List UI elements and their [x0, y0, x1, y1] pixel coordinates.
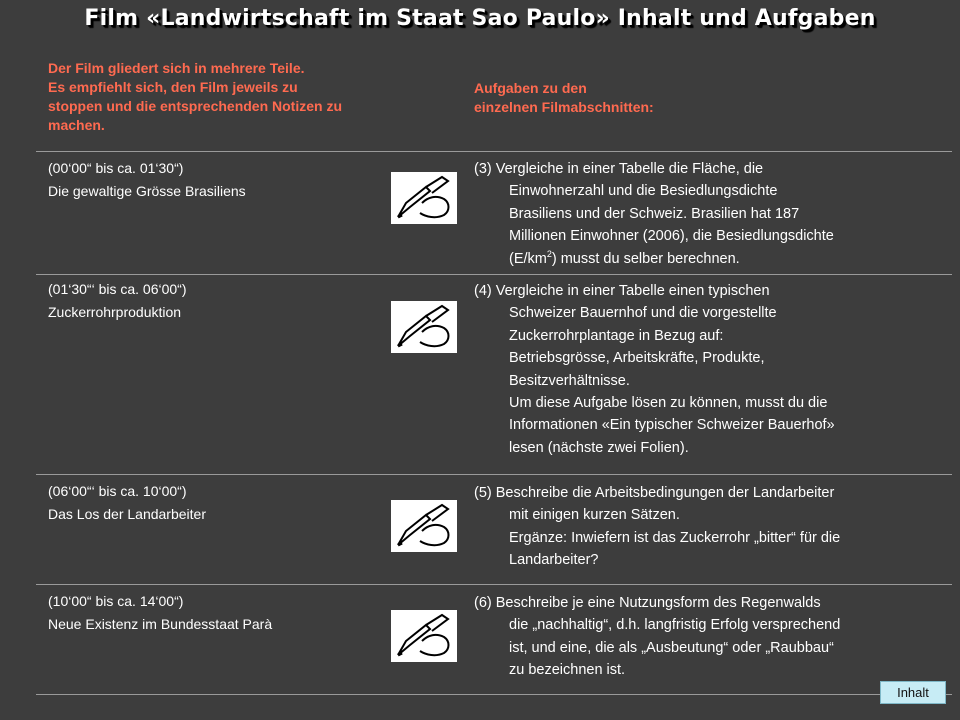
- divider: [36, 474, 952, 475]
- intro-line: stoppen und die entsprechenden Notizen zu: [48, 98, 343, 114]
- task-line: Informationen «Ein typischer Schweizer Bauerhof»: [509, 417, 835, 434]
- writing-hand-icon: [391, 301, 457, 353]
- section-4-task: [474, 592, 944, 682]
- section-title: Zuckerrohrproduktion: [48, 304, 182, 320]
- section-title: Neue Existenz im Bundesstaat Parà: [48, 616, 273, 632]
- task-line: Zuckerrohrplantage in Bezug auf:: [509, 327, 724, 344]
- divider: [36, 151, 952, 152]
- task-line: (5) Beschreibe die Arbeitsbedingungen der Landarbeiter: [474, 485, 835, 501]
- writing-hand-icon: [391, 610, 457, 662]
- task-line: (4) Vergleiche in einer Tabelle einen typischen: [474, 283, 770, 299]
- section-timecode: (01‘30“‘ bis ca. 06‘00“): [48, 281, 187, 297]
- section-3-info: [48, 480, 378, 526]
- task-line: ist, und eine, die als „Ausbeutung“ oder „Raubbau“: [509, 639, 834, 656]
- writing-hand-icon: [391, 500, 457, 552]
- section-title: Das Los der Landarbeiter: [48, 506, 206, 522]
- task-text: ) musst du selber berechnen.: [551, 250, 740, 267]
- tasks-heading-line: einzelnen Filmabschnitten:: [474, 99, 654, 115]
- section-1-info: [48, 157, 378, 203]
- section-4-info: [48, 590, 378, 636]
- section-2-info: [48, 278, 378, 324]
- task-line: zu bezeichnen ist.: [509, 662, 626, 679]
- section-3-task: [474, 482, 944, 572]
- task-line: lesen (nächste zwei Folien).: [509, 439, 689, 456]
- section-2-task: [474, 280, 944, 459]
- task-line: (6) Beschreibe je eine Nutzungsform des Regenwalds: [474, 595, 821, 611]
- task-line: Landarbeiter?: [509, 552, 599, 569]
- task-line: Ergänze: Inwiefern ist das Zuckerrohr „bitter“ für die: [509, 529, 841, 546]
- task-line: Besitzverhältnisse.: [509, 372, 630, 389]
- task-text: (E/km: [509, 250, 547, 267]
- page-title: Film «Landwirtschaft im Staat Sao Paulo» Inhalt und Aufgaben: [84, 6, 876, 31]
- task-line: Schweizer Bauernhof und die vorgestellte: [509, 305, 777, 322]
- section-timecode: (06‘00“‘ bis ca. 10‘00“): [48, 483, 187, 499]
- task-line: die „nachhaltig“, d.h. langfristig Erfolg versprechend: [509, 617, 841, 634]
- tasks-heading: [474, 79, 914, 117]
- writing-hand-icon: [391, 172, 457, 224]
- task-line: Brasiliens und der Schweiz. Brasilien hat 187: [509, 205, 800, 222]
- divider: [36, 584, 952, 585]
- superscript: 2: [546, 248, 552, 259]
- divider: [36, 694, 952, 695]
- intro-line: machen.: [48, 117, 105, 133]
- task-line: Einwohnerzahl und die Besiedlungsdichte: [509, 183, 778, 200]
- intro-line: Der Film gliedert sich in mehrere Teile.: [48, 60, 305, 76]
- task-line: mit einigen kurzen Sätzen.: [509, 507, 680, 524]
- inhalt-button[interactable]: Inhalt: [880, 681, 946, 704]
- task-line: Um diese Aufgabe lösen zu können, musst du die: [509, 395, 828, 412]
- section-timecode: (00‘00“ bis ca. 01‘30“): [48, 160, 184, 176]
- intro-text: [48, 59, 448, 135]
- section-title: Die gewaltige Grösse Brasiliens: [48, 183, 246, 199]
- task-line: [474, 248, 944, 270]
- task-line: (3) Vergleiche in einer Tabelle die Fläche, die: [474, 161, 764, 177]
- section-1-task: [474, 158, 944, 270]
- task-line: Millionen Einwohner (2006), die Besiedlungsdichte: [509, 228, 834, 245]
- intro-line: Es empfiehlt sich, den Film jeweils zu: [48, 79, 298, 95]
- section-timecode: (10‘00“ bis ca. 14‘00“): [48, 593, 184, 609]
- divider: [36, 274, 952, 275]
- task-line: Betriebsgrösse, Arbeitskräfte, Produkte,: [509, 350, 765, 367]
- tasks-heading-line: Aufgaben zu den: [474, 80, 587, 96]
